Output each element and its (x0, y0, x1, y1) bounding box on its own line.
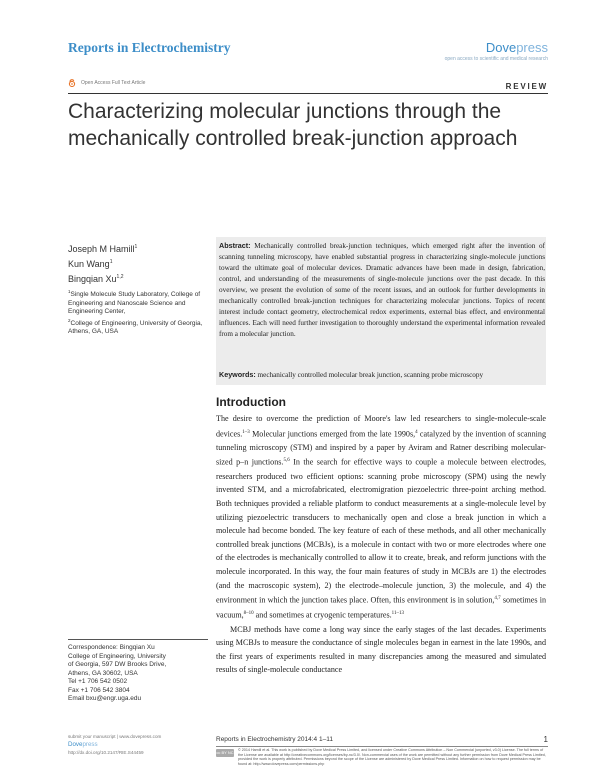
correspondence-line: Tel +1 706 542 0502 (68, 678, 128, 685)
paragraph: The desire to overcome the prediction of Moore's law led researchers to single-molecule-scale devices.$^{1-3}$ Molecular junctions emerged from the late 1990s,$^4$ catalyzed by the invention of scanning tunneling microscopy (STM) and inspired by a paper by Aviram and Ratner describing molecular-sized p–n junctions.$^{5,6}$ In the search for effective ways to couple a molecule between electrodes, researchers produced two efficient options: scanning probe microscopy (SPM) using the newly invented STM, and a microfabricated, electromigration piezoelectric three-point arching method. Both techniques provided a reliable platform to conduct measurements at a single-molecule level by utilizing piezoelectric transducers to mechanically open and close a break junction in which a molecule had become bonded. The key feature of each of these methods, and all other mechanically controlled break junctions (MCBJs), is a molecule in contact with two or more electrodes where one of the electrodes is mechanically controlled to allow it to create, break, and reform junctions with the molecule incorporated. In this way, the four main features of study in MCBJs are 1) the electrodes (and the macroscopic system), 2) the electrode–molecule junction, 3) the molecule, and 4) the environment in which the junction takes place. Often, this environment is in solution,$^{4,7}$ sometimes in vacuum,$^{8-10}$ and sometimes at cryogenic temperatures.$^{11-13}$ (216, 414, 546, 621)
keywords-text: mechanically controlled molecular break junction, scanning probe microscopy (257, 371, 484, 379)
correspondence-line: Fax +1 706 542 3804 (68, 686, 130, 694)
header-divider (68, 93, 548, 94)
open-access-icon (68, 79, 76, 87)
publisher-logo-bold: Dove (485, 40, 517, 55)
creative-commons-badge[interactable]: cc BY NC (216, 750, 234, 755)
abstract-text: Mechanically controlled break-junction techniques, which emerged right after the invention of scanning tunneling microscopy, have enabled substantial progress in characterizing single-molecule junctions toward the ultimate goal of molecular devices. Dramatic advances have been made in design, fabrication, control, and understanding of the measurements of single-molecule junctions over the past decade. In this overview, we present the evolution of some of the recent issues, and an outlook for further developments in mechanically controlled break-junction techniques for characterizing molecular junctions. Topics of recent interest include contact geometry, electrochemical redox experiments, external bias effect, and environmental influences. Each will need further investigation to thoroughly understand the experimental information revealed from a molecular junction. (219, 242, 545, 338)
citation-ref[interactable]: 1–3 (242, 429, 250, 435)
author: Bingqian Xu$^{1,2}$ (68, 274, 124, 284)
footer-divider (216, 746, 548, 747)
abstract-label: Abstract: (219, 241, 251, 250)
submit-manuscript-link[interactable]: submit your manuscript | www.dovepress.com (68, 734, 162, 739)
affiliation-1: $^1$Single Molecule Study Laboratory, College of Engineering and Nanoscale Science and Engineering Center, (68, 289, 201, 316)
footer-citation: Reports in Electrochemistry 2014:4 1–11 (216, 736, 333, 743)
footer-publisher-logo[interactable]: Dovepress (68, 741, 98, 748)
doi-link[interactable]: http://dx.doi.org/10.2147/RIE.S44459 (68, 750, 144, 755)
introduction-body (216, 412, 546, 677)
open-access-label (68, 79, 145, 87)
paragraph: MCBJ methods have come a long way since the early stages of the last decades. Experiments using MCBJs to measure the conductance of single molecules began in earnest in the late 1990s, and the first years of experiments resulted in many discrepancies among the measured and simulated results of single-molecule conductance (216, 624, 546, 675)
title-line-2: mechanically controlled break-junction approach (68, 127, 518, 150)
abstract (219, 240, 545, 340)
journal-name[interactable]: Reports in Electrochemistry (68, 40, 231, 55)
citation-ref[interactable]: 11–13 (391, 611, 404, 617)
affiliation-2: $^2$College of Engineering, University of Georgia, Athens, GA, USA (68, 317, 203, 336)
article-title (68, 98, 558, 152)
page-number: 1 (543, 735, 548, 744)
publisher-logo[interactable] (486, 40, 548, 55)
correspondence-divider (68, 639, 208, 640)
correspondence-label: Correspondence: Bingqian Xu (68, 644, 155, 651)
affiliations (68, 288, 210, 337)
keywords (219, 370, 545, 380)
author: Joseph M Hamill$^1$ (68, 244, 138, 254)
author-list (68, 241, 137, 286)
citation-ref[interactable]: 5,6 (283, 458, 290, 464)
correspondence-line: College of Engineering, University (68, 652, 166, 660)
title-line-1: Characterizing molecular junctions through the (68, 100, 502, 123)
correspondence (68, 644, 213, 704)
citation-ref[interactable]: 4 (415, 429, 418, 435)
publisher-logo-light: press (516, 40, 548, 55)
author: Kun Wang$^1$ (68, 259, 113, 269)
correspondence-email[interactable]: Email bxu@engr.uga.edu (68, 695, 142, 702)
publisher-tagline: open access to scientific and medical research (444, 56, 548, 62)
correspondence-line: Athens, GA 30602, USA (68, 669, 138, 677)
license-text: © 2014 Hamill et al. This work is published by Dove Medical Press Limited, and licensed under Creative Commons Attribution – Non Commercial (unported, v3.0) License. The full terms of the License are available at http://creativecommons.org/licenses/by-nc/3.0/. Non-commercial uses of the work are permitted without any further permission from Dove Medical Press Limited, provided the work is properly attributed. Permissions beyond the scope of the License are administered by Dove Medical Press Limited. Information on how to request permission may be found at: http://www.dovepress.com/permissions.php (238, 748, 546, 767)
citation-ref[interactable]: 4,7 (494, 596, 501, 602)
citation-ref[interactable]: 8–10 (243, 611, 254, 617)
article-type: REVIEW (505, 82, 548, 91)
correspondence-line: of Georgia, 597 DW Brooks Drive, (68, 661, 167, 668)
section-heading-introduction: Introduction (216, 395, 286, 409)
open-access-text: Open Access Full Text Article (81, 80, 146, 86)
keywords-label: Keywords: (219, 370, 256, 379)
